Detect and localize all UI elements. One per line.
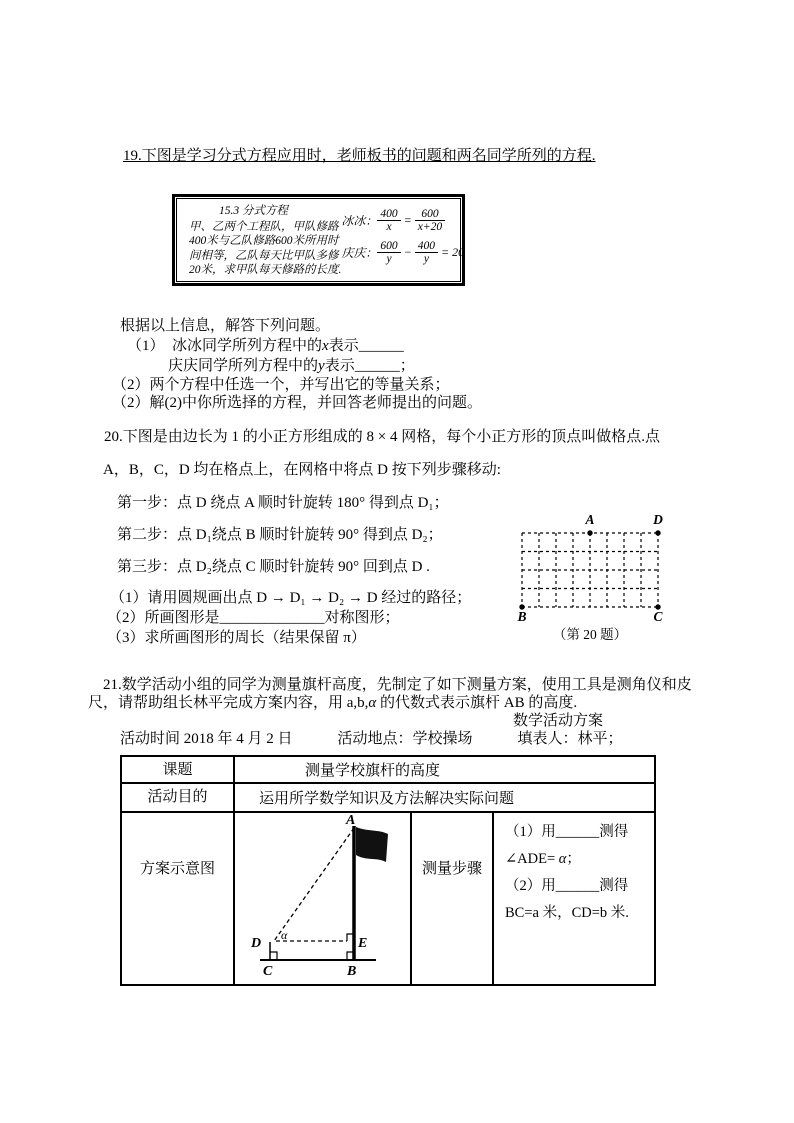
q21-plan-title: 数学活动方案	[513, 713, 604, 729]
fraction: $\frac{600}{x+20}$	[415, 208, 445, 233]
q21-line1: 21.数学活动小组的同学为测量旗杆高度，先制定了如下测量方案，使用工具是测角仪和皮	[103, 677, 692, 693]
variable-y: y	[318, 358, 325, 374]
q19-part3: （2）解(2)中你所选择的方程，并回答老师提出的问题。	[112, 395, 482, 411]
q20-step3: 第三步：点 D₂绕点 C 顺时针旋转 90° 回到点 D .	[117, 559, 430, 575]
student2-label: 庆庆：	[341, 246, 378, 261]
point-label-D: D	[251, 936, 262, 951]
blackboard-problem-line: 间相等，乙队每天比甲队多修	[189, 249, 339, 262]
blackboard-image	[172, 194, 465, 286]
table-row	[121, 812, 655, 985]
blackboard-problem-text	[177, 199, 341, 278]
cell-diagram	[234, 812, 411, 985]
measure-steps-text	[495, 814, 653, 927]
flagpole-diagram-image	[235, 813, 410, 979]
variable-x: x	[322, 338, 329, 354]
right-angle-mark-C	[270, 952, 277, 960]
cell-topic-label: 课题	[121, 756, 234, 783]
q19-intro: 根据以上信息，解答下列问题。	[120, 318, 331, 334]
cell-steps-label: 测量步骤	[411, 812, 493, 985]
fraction: $\frac{600}{y}$	[377, 240, 400, 265]
q21-line2: 尺，请帮助组长林平完成方案内容，用 a,b,α 的代数式表示旗杆 AB 的高度.	[88, 695, 578, 711]
q19-part2: （2）两个方程中任选一个，并写出它的等量关系；	[112, 377, 450, 393]
equation-qingqing	[341, 240, 467, 265]
grid-point-label: D	[653, 512, 663, 527]
cell-diagram-label: 方案示意图	[121, 812, 234, 985]
step-line: ∠ADE= α；	[505, 851, 581, 867]
point-label-C: C	[263, 964, 273, 979]
q20-line1: 20.下图是由边长为 1 的小正方形组成的 8 × 4 网格，每个小正方形的顶点叫做格点.点	[104, 429, 660, 445]
grid-point-label: A	[585, 512, 595, 527]
q20-part3: （3）求所画图形的周长（结果保留 π）	[107, 630, 366, 646]
table-row	[121, 783, 655, 812]
grid-point-dot	[655, 530, 660, 535]
fraction: $\frac{400}{y}$	[415, 240, 438, 265]
q20-part2: （2）所画图形是______________对称图形；	[107, 610, 400, 626]
q21-meta-line: 活动时间 2018 年 4 月 2 日 活动地点：学校操场 填表人：林平；	[120, 731, 623, 747]
cell-steps	[493, 812, 655, 985]
equation-bingbing	[341, 208, 467, 233]
blackboard-problem-line: 400米与乙队修路600米所用时	[189, 235, 339, 247]
angle-alpha-label: α	[281, 928, 288, 942]
blackboard-inner-frame	[176, 198, 465, 282]
flag-shape	[356, 827, 388, 862]
point-label-B: B	[347, 964, 357, 979]
fraction: $\frac{400}{x}$	[377, 208, 400, 233]
q20-step1: 第一步：点 D 绕点 A 顺时针旋转 180° 得到点 D₁；	[117, 495, 449, 511]
q19-part1: （1） 冰冰同学所列方程中的x表示______	[127, 338, 404, 354]
cell-purpose-label: 活动目的	[121, 783, 234, 812]
equals-sign: =	[403, 213, 412, 228]
grid-point-label: C	[653, 609, 663, 624]
point-label-E: E	[358, 936, 368, 951]
q19-title: 19.下图是学习分式方程应用时，老师板书的问题和两名同学所列的方程.	[123, 148, 596, 164]
q20-figure-caption: （第 20 题）	[552, 627, 628, 642]
cell-purpose-value: 运用所学数学知识及方法解决实际问题	[234, 783, 655, 812]
blackboard-problem-line: 20米，求甲队每天修路的长度.	[189, 264, 342, 276]
grid-point-dot	[587, 530, 592, 535]
q20-line2: A，B，C，D 均在格点上，在网格中将点 D 按下列步骤移动:	[103, 462, 501, 478]
blackboard-heading: 15.3 分式方程	[219, 205, 288, 217]
grid-point-label: B	[517, 609, 527, 624]
q20-grid-figure	[508, 500, 678, 645]
alpha-value: α	[558, 851, 567, 867]
student1-label: 冰冰：	[341, 214, 378, 229]
step-line: （1）用______测得	[505, 824, 629, 840]
variable-alpha: α	[368, 695, 377, 711]
cell-topic-value: 测量学校旗杆的高度	[234, 756, 655, 783]
q20-part1: （1）请用圆规画出点 D → D₁ → D₂ → D 经过的路径；	[110, 590, 472, 606]
activity-plan-table	[120, 755, 656, 986]
equation-rhs: = 20	[441, 245, 465, 260]
table-row	[121, 756, 655, 783]
sightline-AD	[274, 828, 354, 941]
q19-part1b: 庆庆同学所列方程中的y表示______；	[168, 358, 415, 374]
step-line: （2）用______测得	[505, 878, 629, 894]
blackboard-problem-line: 甲、乙两个工程队，甲队修路	[189, 220, 339, 233]
point-label-A: A	[346, 813, 356, 828]
step-line: BC=a 米，CD=b 米.	[505, 905, 629, 921]
q20-step2: 第二步：点 D₁绕点 B 顺时针旋转 90° 得到点 D₂；	[117, 527, 443, 543]
minus-sign: −	[403, 245, 412, 260]
blackboard-equations	[341, 199, 467, 272]
